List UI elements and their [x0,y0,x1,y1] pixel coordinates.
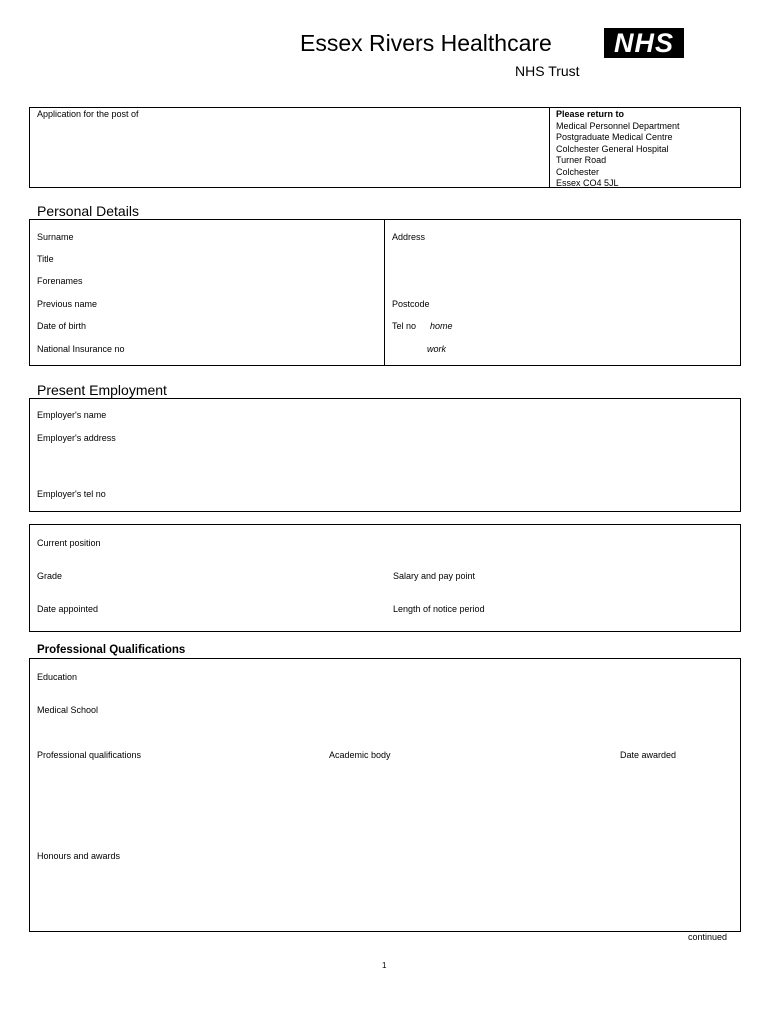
notice-period-label: Length of notice period [393,604,485,614]
qualifications-box [29,658,741,932]
forenames-label: Forenames [37,276,83,286]
page-number: 1 [382,961,387,970]
personal-details-box [29,219,741,366]
current-position-label: Current position [37,538,101,548]
academic-body-label: Academic body [329,750,391,760]
dob-label: Date of birth [37,321,87,331]
title-label: Title [37,254,54,264]
honours-label: Honours and awards [37,851,121,861]
present-employment-heading: Present Employment [37,382,167,398]
date-awarded-label: Date awarded [620,750,677,760]
tel-label: Tel no [392,321,417,331]
personal-details-heading: Personal Details [37,203,139,219]
education-label: Education [37,672,78,682]
professional-qualifications-heading: Professional Qualifications [37,644,186,656]
tel-work-label: work [427,344,447,354]
trust-name: Essex Rivers Healthcare [300,30,552,56]
prof-quals-label: Professional qualifications [37,750,142,760]
surname-label: Surname [37,232,74,242]
return-line: Colchester [556,166,600,177]
date-appointed-label: Date appointed [37,604,99,614]
return-address [556,109,680,190]
continued-label: continued [688,932,728,942]
return-line: Colchester General Hospital [556,143,669,154]
return-line: Turner Road [556,155,607,165]
application-divider [549,107,550,188]
employer-tel-label: Employer's tel no [37,489,106,499]
postcode-label: Postcode [392,299,430,309]
return-line: Postgraduate Medical Centre [556,132,673,142]
personal-divider [384,219,385,366]
return-title: Please return to [556,109,625,119]
previous-name-label: Previous name [37,299,98,309]
ni-label: National Insurance no [37,344,125,354]
salary-label: Salary and pay point [393,571,476,581]
nhs-logo: NHS [604,28,684,58]
trust-subtitle: NHS Trust [515,63,580,79]
return-line: Essex CO4 5JL [556,178,619,188]
grade-label: Grade [37,571,63,581]
employer-address-label: Employer's address [37,433,116,443]
post-label: Application for the post of [37,109,139,119]
address-label: Address [392,232,426,242]
return-line: Medical Personnel Department [556,120,680,131]
position-box [29,524,741,632]
employer-box [29,398,741,512]
tel-home-label: home [430,321,453,331]
employer-name-label: Employer's name [37,410,107,420]
medical-school-label: Medical School [37,705,99,715]
